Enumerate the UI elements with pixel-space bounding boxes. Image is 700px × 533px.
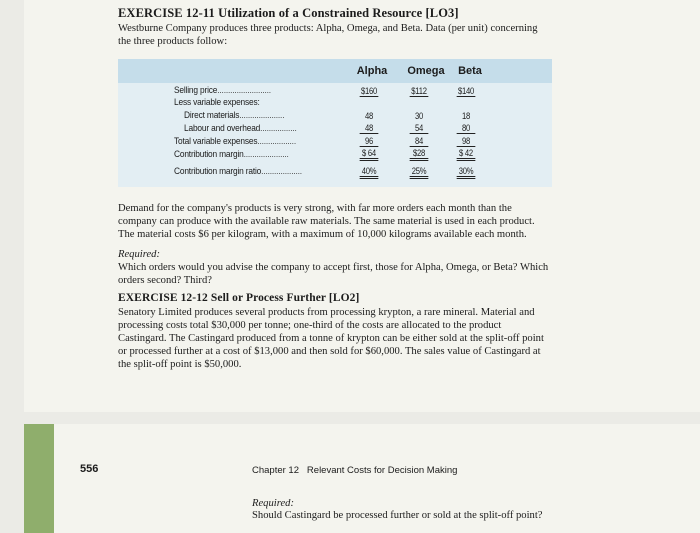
exercise-12-title: EXERCISE 12-12 Sell or Process Further [LO2] bbox=[118, 292, 360, 304]
cell-beta-contribution: $ 42 bbox=[457, 148, 476, 161]
cell-beta-labour: 80 bbox=[457, 123, 476, 134]
table-row-label: Labour and overhead................. bbox=[184, 123, 297, 134]
cell-alpha-cm-ratio: 40% bbox=[360, 166, 379, 179]
exercise-12-required bbox=[252, 498, 652, 522]
exercise-12-required-label: Required: bbox=[252, 498, 294, 509]
exercise-11-required-label: Required: bbox=[118, 249, 160, 260]
cell-beta-cm-ratio: 30% bbox=[457, 166, 476, 179]
table-row-label: Contribution margin ratio................... bbox=[174, 166, 302, 177]
col-header-beta: Beta bbox=[458, 65, 482, 77]
cell-beta-total-variable: 98 bbox=[457, 136, 476, 147]
table-header bbox=[118, 59, 552, 83]
exercise-11-required-text: Which orders would you advise the company to accept first, those for Alpha, Omega, or Beta? Which orders second? Third? bbox=[118, 262, 549, 286]
exercise-11-intro: Westburne Company produces three products: Alpha, Omega, and Beta. Data (per unit) concerning the three products follow: bbox=[118, 23, 538, 47]
product-data-table bbox=[118, 59, 552, 187]
table-row-label: Direct materials..................... bbox=[184, 110, 285, 121]
cell-alpha-labour: 48 bbox=[360, 123, 379, 134]
cell-alpha-total-variable: 96 bbox=[360, 136, 379, 147]
exercise-11-title: EXERCISE 12-11 Utilization of a Constrained Resource [LO3] bbox=[118, 6, 459, 20]
table-row-label: Contribution margin..................... bbox=[174, 149, 289, 160]
cell-alpha-direct-materials: 48 bbox=[364, 111, 373, 121]
cell-omega-labour: 54 bbox=[410, 123, 429, 134]
col-header-omega: Omega bbox=[407, 65, 445, 77]
cell-omega-direct-materials: 30 bbox=[414, 111, 423, 121]
cell-alpha-contribution: $ 64 bbox=[360, 148, 379, 161]
margin-strip bbox=[24, 424, 54, 533]
cell-omega-cm-ratio: 25% bbox=[410, 166, 429, 179]
col-header-alpha: Alpha bbox=[356, 65, 388, 77]
table-row-label: Selling price......................... bbox=[174, 85, 271, 96]
chapter-running-head: Chapter 12 Relevant Costs for Decision Making bbox=[252, 465, 458, 476]
cell-omega-contribution: $28 bbox=[410, 148, 429, 161]
exercise-12-body: Senatory Limited produces several products from processing krypton, a rare mineral. Material and processing costs total $30,000 per tonne; one-third of the costs are allocated to the product Castingard. The Castingard produced from a tonne of krypton can be either sold at the split-off point or processed further at a cost of $13,000 and then sold for $60,000. The sales value of Castingard at the split-off point is $50,000. bbox=[118, 307, 544, 370]
table-row-label: Total variable expenses.................. bbox=[174, 136, 296, 147]
cell-omega-total-variable: 84 bbox=[410, 136, 429, 147]
exercise-12-required-text: Should Castingard be processed further or sold at the split-off point? bbox=[252, 510, 543, 521]
cell-beta-direct-materials: 18 bbox=[461, 111, 470, 121]
cell-omega-selling-price: $112 bbox=[411, 86, 427, 96]
page-number: 556 bbox=[80, 463, 99, 475]
exercise-11-demand: Demand for the company's products is very strong, with far more orders each month than the company can produce with the available raw materials. The same material is used in each product. The material costs $6 per kilogram, with a maximum of 10,000 kilograms available each month. bbox=[118, 203, 535, 240]
cell-beta-selling-price: $140 bbox=[457, 86, 474, 96]
table-row-label: Less variable expenses: bbox=[174, 97, 260, 108]
cell-alpha-selling-price: $160 bbox=[360, 86, 377, 96]
